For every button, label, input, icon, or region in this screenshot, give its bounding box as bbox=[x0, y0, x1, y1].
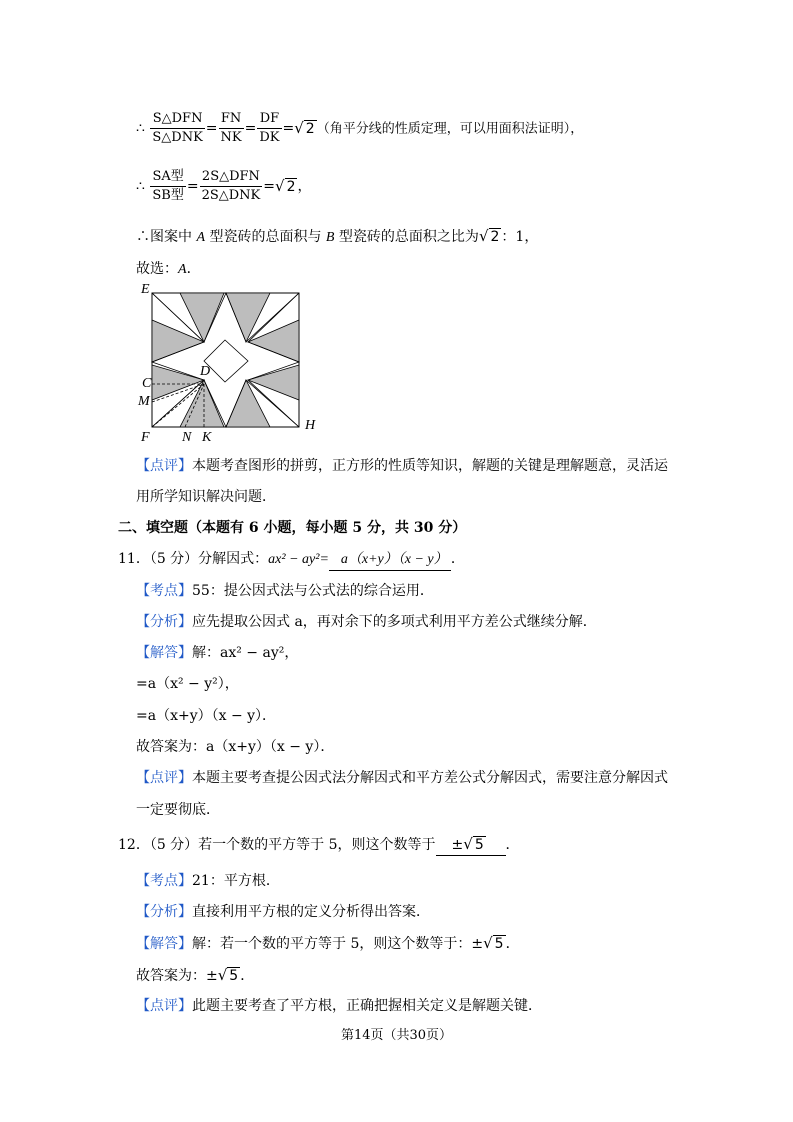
equation-line-2: ∴ $\frac{\text{SA型}}{\text{SB型}}$ = $\frac{\text{2S△DFN}}{\text{2S△DNK}}$ =√ 2 ， bbox=[136, 169, 312, 203]
page-footer: 第14页（共30页） bbox=[340, 1028, 453, 1043]
comment-line-1: 【点评】本题考查图形的拼剪，正方形的性质等知识，解题的关键是理解题意，灵活运 bbox=[136, 458, 668, 474]
fraction: $\frac{DF}{DK}$ bbox=[259, 111, 280, 145]
q11-answer-line: 故答案为：a（x+y）（x − y）． bbox=[136, 739, 335, 755]
comment-tag: 【点评】 bbox=[136, 458, 192, 474]
label-D: D bbox=[200, 364, 211, 379]
q11-answer: a（x+y）（x − y） bbox=[329, 550, 451, 571]
sqrt: √ 2 bbox=[478, 227, 500, 245]
label-K: K bbox=[202, 430, 212, 445]
q11-dp-1: 【点评】本题主要考查提公因式法分解因式和平方差公式分解因式，需要注意分解因式 bbox=[136, 770, 668, 786]
section-title: 二、填空题（本题有 6 小题，每小题 5 分，共 30 分） bbox=[118, 520, 467, 536]
q11-step-1: =a（x² − y²）， bbox=[136, 676, 239, 692]
conclusion-line: ∴图案中 A 型瓷砖的总面积与 B 型瓷砖的总面积之比为√ 2 ：1， bbox=[136, 227, 539, 245]
label-E: E bbox=[141, 282, 150, 297]
label-M: M bbox=[138, 394, 150, 409]
fraction: $\frac{\text{S△DFN}}{\text{S△DNK}}$ bbox=[152, 111, 203, 145]
tile-figure-svg bbox=[138, 282, 328, 447]
label-C: C bbox=[142, 376, 152, 391]
comment-line-2: 用所学知识解决问题． bbox=[136, 489, 276, 505]
therefore: ∴ bbox=[136, 120, 145, 137]
note: （角平分线的性质定理，可以用面积法证明）， bbox=[316, 121, 584, 137]
q12-kd: 【考点】21：平方根． bbox=[136, 873, 280, 889]
sqrt: √ 2 bbox=[294, 118, 315, 137]
fraction: $\frac{\text{SA型}}{\text{SB型}}$ bbox=[152, 169, 184, 203]
q12-line: 12．（5 分）若一个数的平方等于 5，则这个数等于 ±√ 5 ． bbox=[118, 834, 520, 856]
label-H: H bbox=[305, 418, 316, 433]
q12-fx: 【分析】直接利用平方根的定义分析得出答案． bbox=[136, 904, 430, 920]
q11-fx: 【分析】应先提取公因式 a，再对余下的多项式利用平方差公式继续分解． bbox=[136, 614, 597, 630]
q12-dp: 【点评】此题主要考查了平方根，正确把握相关定义是解题关键． bbox=[136, 998, 542, 1014]
q11-step-2: =a（x+y）（x − y）． bbox=[136, 708, 277, 724]
q11-jd: 【解答】解：ax² − ay²， bbox=[136, 645, 299, 661]
tile-figure bbox=[138, 282, 328, 447]
q12-answer: ±√ 5 bbox=[436, 834, 506, 856]
q11-dp-2: 一定要彻底． bbox=[136, 802, 220, 818]
label-N: N bbox=[182, 430, 192, 445]
q12-answer-line: 故答案为：±√ 5 ． bbox=[136, 966, 255, 984]
choice-line: 故选：A． bbox=[136, 261, 201, 277]
fraction: $\frac{FN}{NK}$ bbox=[220, 111, 242, 145]
q12-jd: 【解答】解：若一个数的平方等于 5，则这个数等于：±√ 5 ． bbox=[136, 934, 520, 952]
equation-line-1: ∴ $\frac{\text{S△DFN}}{\text{S△DNK}}$ = $\frac{FN}{NK}$ = $\frac{DF}{DK}$ =√ 2 （角平分线的性质定理，可以用面积法证明）， bbox=[136, 111, 584, 145]
label-F: F bbox=[141, 430, 150, 445]
q11-line: 11．（5 分）分解因式：ax² − ay²= a（x+y）（x − y） ． bbox=[118, 549, 465, 571]
sqrt: √ 2 bbox=[275, 176, 296, 195]
fraction: $\frac{\text{2S△DFN}}{\text{2S△DNK}}$ bbox=[201, 169, 261, 203]
q11-kd: 【考点】55：提公因式法与公式法的综合运用． bbox=[136, 583, 434, 599]
